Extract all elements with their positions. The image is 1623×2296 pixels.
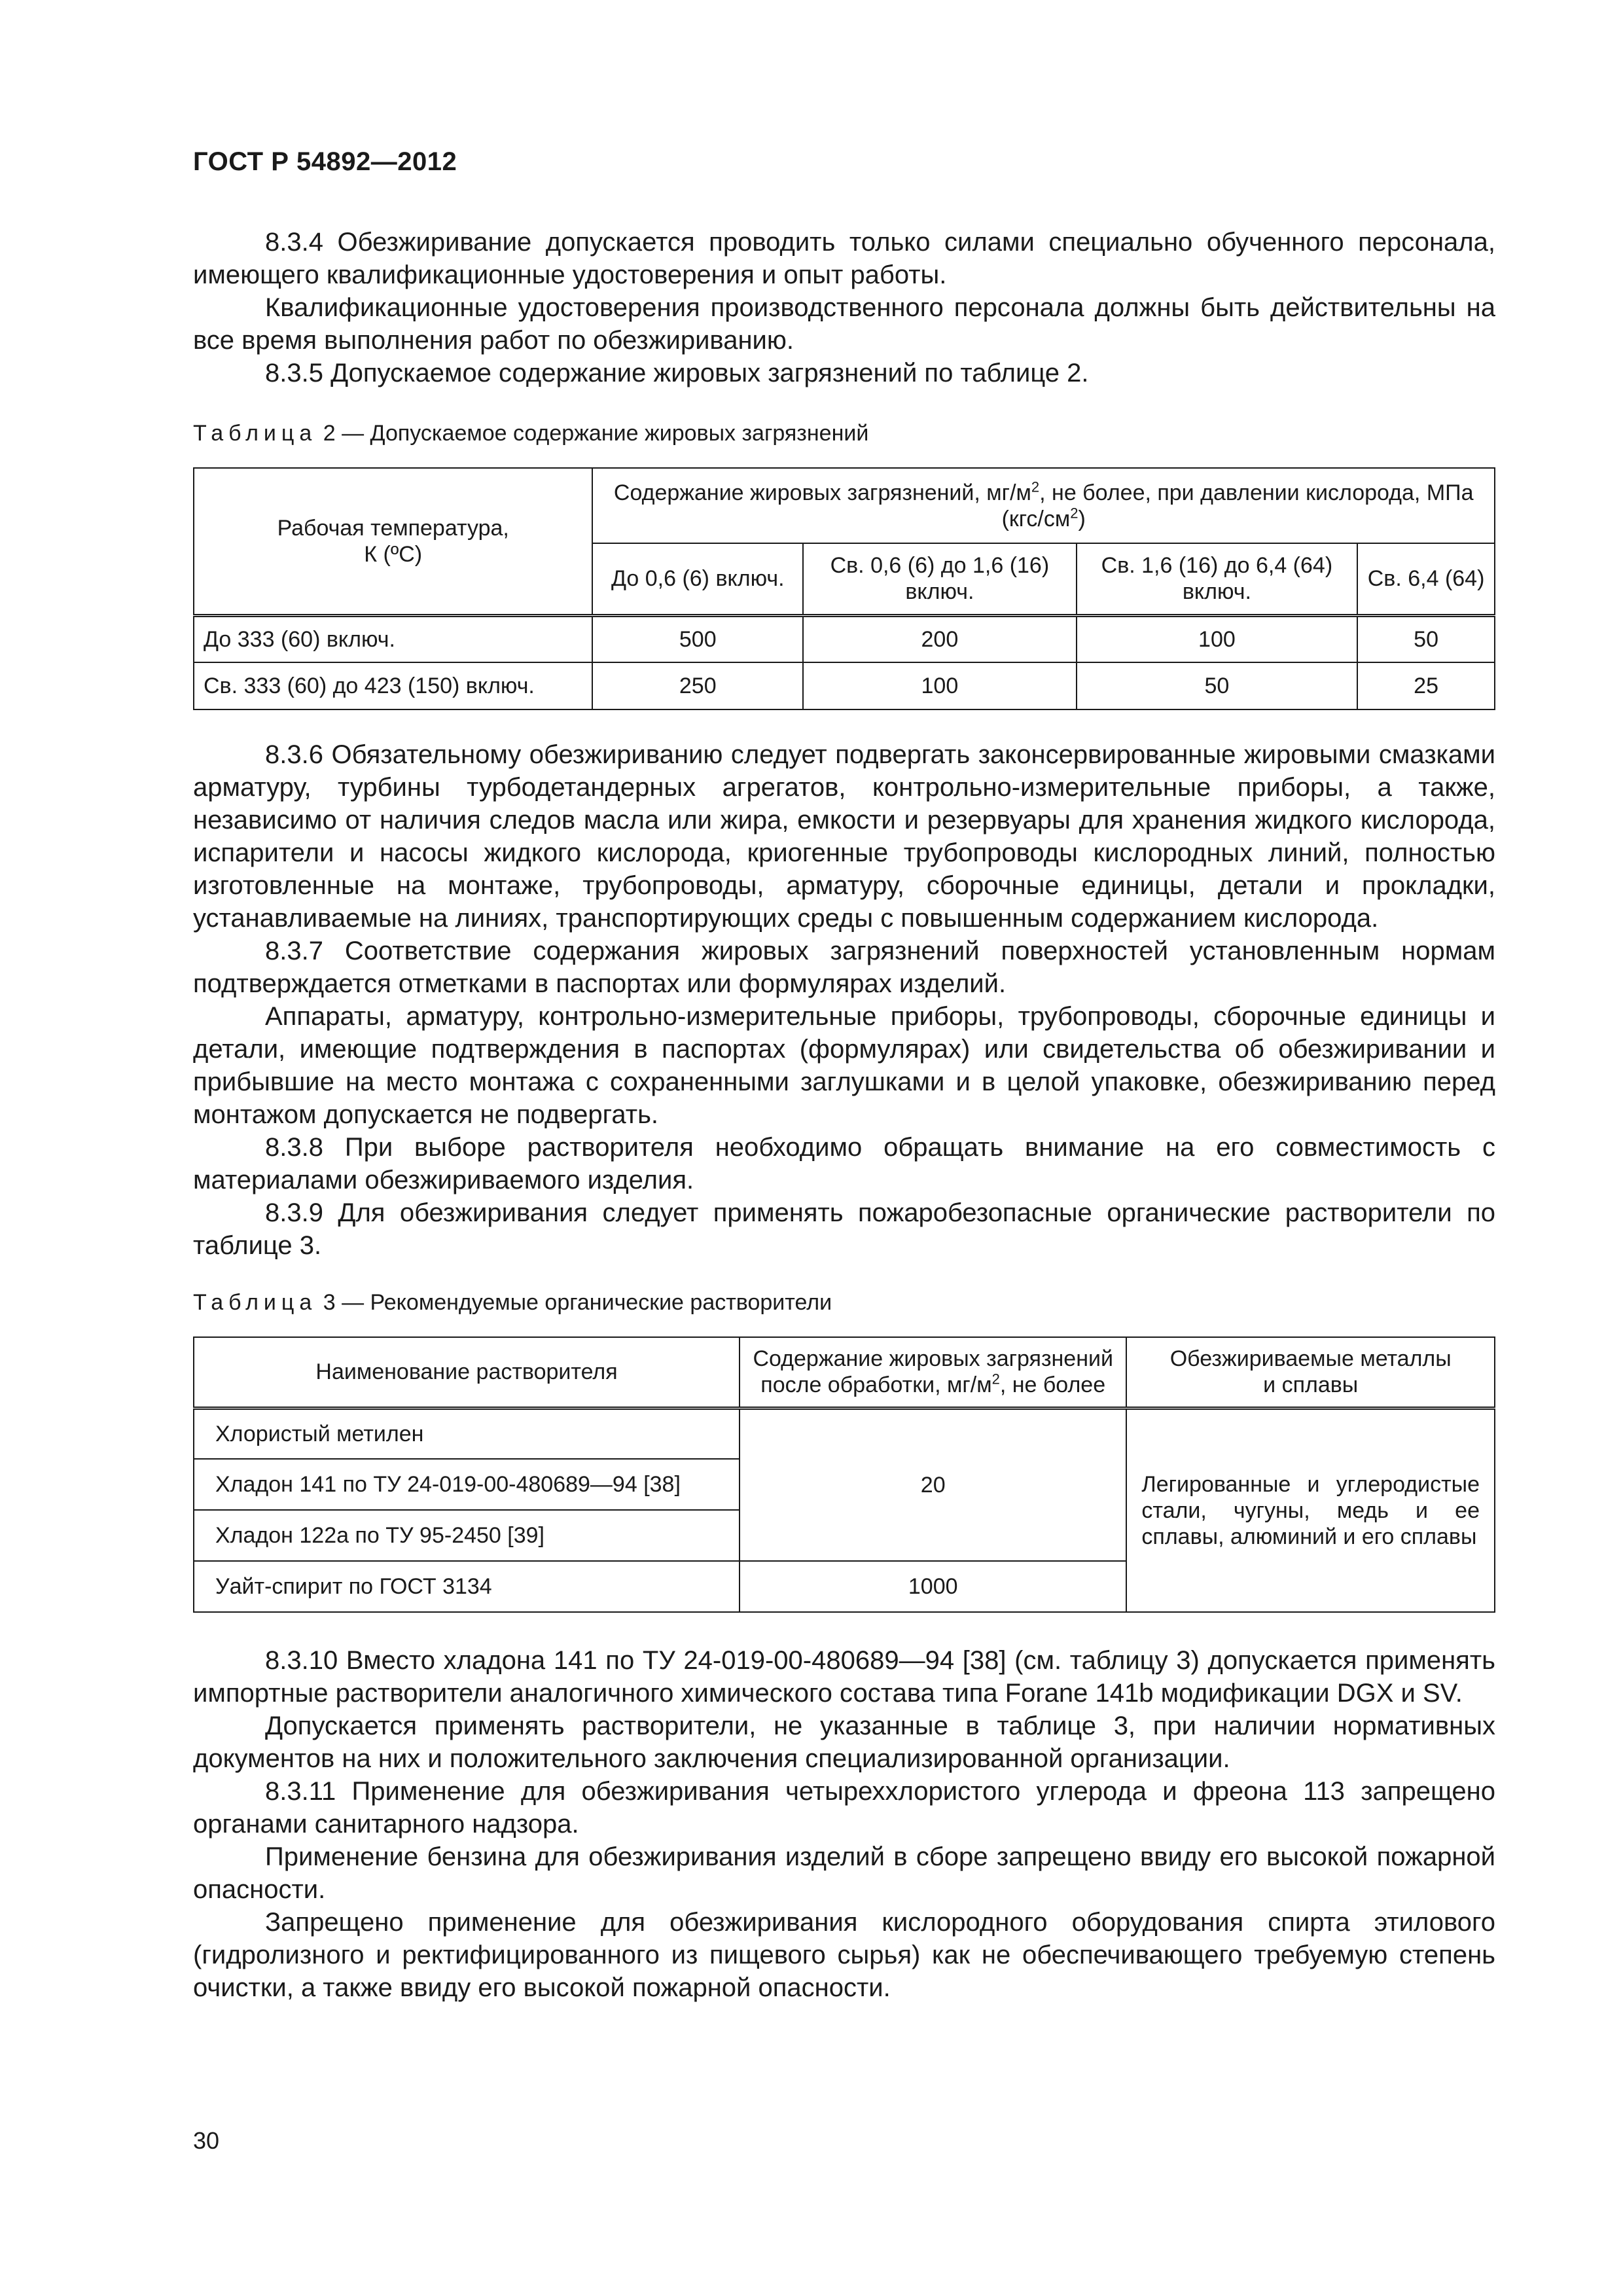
paragraph-8-3-7: 8.3.7 Соответствие содержания жировых загрязнений поверхностей установленным нормам подтверждается отметками в паспортах или формулярах изделий. [193, 937, 1495, 998]
section-middle-text [193, 738, 1495, 1262]
table-3-header-content-b: после обработки, мг/м [760, 1372, 992, 1398]
table-3-header-content-c: , не более [999, 1372, 1106, 1398]
table-3-header-metals-b: и сплавы [1263, 1372, 1359, 1398]
table-3-caption-text: 3 — Рекомендуемые органические растворители [317, 1290, 832, 1315]
table-3-solvent-name: Уайт-спирит по ГОСТ 3134 [194, 1561, 740, 1612]
paragraph-8-3-11: 8.3.11 Применение для обезжиривания четыреххлористого углерода и фреона 113 запрещено органами санитарного надзора. [193, 1777, 1495, 1839]
table-3-solvent-name: Хлористый метилен [194, 1408, 740, 1459]
paragraph-8-3-4: 8.3.4 Обезжиривание допускается проводить только силами специально обученного персонала, имеющего квалификационные удостоверения и опыт работы. [193, 228, 1495, 289]
table-2-header-temp-line1: Рабочая температура, [277, 515, 509, 541]
table-3-header-metals-a: Обезжириваемые металлы [1169, 1346, 1452, 1372]
table-3-header-content [740, 1337, 1126, 1408]
document-code-header: ГОСТ Р 54892—2012 [193, 147, 457, 176]
table-2-group-text-b: , не более, при давлении кислорода, МПа [1039, 480, 1474, 505]
table-2-header-temperature [194, 468, 592, 615]
table-2 [193, 467, 1495, 710]
table-3-value-last: 1000 [740, 1561, 1126, 1612]
table-2-group-sup2: 2 [1070, 505, 1079, 522]
table-2-subheader: Св. 1,6 (16) до 6,4 (64) включ. [1077, 543, 1358, 615]
paragraph-8-3-10: 8.3.10 Вместо хладона 141 по ТУ 24-019-00-480689—94 [38] (см. таблицу 3) допускается применять импортные растворители аналогичного химического состава типа Forane 141b модификации DGX и SV. [193, 1646, 1495, 1708]
section-bottom-text [193, 1644, 1495, 2004]
table-3-header-metals [1126, 1337, 1495, 1408]
paragraph-8-3-9: 8.3.9 Для обезжиривания следует применять пожаробезопасные органические растворители по таблице 3. [193, 1198, 1495, 1260]
table-cell: 500 [592, 615, 803, 662]
paragraph-apparatus: Аппараты, арматуру, контрольно-измерительные приборы, трубопроводы, сборочные единицы и детали, имеющие подтверждения в паспортах (формулярах) или свидетельства об обезжиривании и прибывшие на место монтажа с сохраненными заглушками и в целой упаковке, обезжириванию перед монтажом допускается не подвергать. [193, 1002, 1495, 1129]
paragraph-ethyl-alcohol: Запрещено применение для обезжиривания кислородного оборудования спирта этилового (гидролизного и ректифицированного из пищевого сырья) как не обеспечивающего требуемую степень очистки, а также ввиду его высокой пожарной опасности. [193, 1908, 1495, 2002]
table-3-metals: Легированные и углеродистые стали, чугуны, медь и ее сплавы, алюминий и его сплавы [1126, 1408, 1495, 1612]
paragraph-8-3-8: 8.3.8 При выборе растворителя необходимо обращать внимание на его совместимость с материалами обезжириваемого изделия. [193, 1133, 1495, 1194]
table-cell: 50 [1357, 615, 1495, 662]
table-3-header-solvent: Наименование растворителя [194, 1337, 740, 1408]
table-row [194, 615, 1495, 662]
table-3-header-content-a: Содержание жировых загрязнений [753, 1346, 1113, 1372]
table-3 [193, 1336, 1495, 1613]
table-2-group-sup: 2 [1031, 478, 1040, 495]
section-top-text [193, 226, 1495, 389]
table-cell: 250 [592, 662, 803, 709]
table-2-header-content-group [592, 468, 1495, 543]
table-cell: 100 [1077, 615, 1358, 662]
table-3-value-group: 20 [740, 1408, 1126, 1561]
table-3-header-content-sup: 2 [991, 1371, 1000, 1388]
table-2-subheader: Св. 0,6 (6) до 1,6 (16) включ. [803, 543, 1077, 615]
table-2-group-text-a: Содержание жировых загрязнений, мг/м [613, 480, 1031, 505]
table-2-subheader: Св. 6,4 (64) [1357, 543, 1495, 615]
paragraph-gasoline: Применение бензина для обезжиривания изделий в сборе запрещено ввиду его высокой пожарной опасности. [193, 1842, 1495, 1904]
table-3-solvent-name: Хладон 122а по ТУ 95-2450 [39] [194, 1510, 740, 1561]
table-2-block [193, 419, 1495, 710]
table-3-caption-word: Таблица [193, 1290, 317, 1315]
table-cell: 50 [1077, 662, 1358, 709]
table-2-header-temp-line2: К (ºС) [364, 541, 423, 567]
table-cell: 100 [803, 662, 1077, 709]
table-3-solvent-name: Хладон 141 по ТУ 24-019-00-480689—94 [38] [194, 1459, 740, 1510]
table-2-caption-word: Таблица [193, 421, 317, 446]
table-2-row-label: До 333 (60) включ. [194, 615, 592, 662]
page-number: 30 [193, 2127, 220, 2154]
paragraph-8-3-5: 8.3.5 Допускаемое содержание жировых загрязнений по таблице 2. [265, 359, 1089, 387]
table-2-caption-text: 2 — Допускаемое содержание жировых загрязнений [317, 421, 869, 446]
table-cell: 25 [1357, 662, 1495, 709]
table-3-block [193, 1288, 1495, 1613]
table-2-group-text-d: ) [1078, 506, 1086, 531]
table-2-group-text-c: (кгс/см [1001, 506, 1071, 531]
paragraph-certificates: Квалификационные удостоверения производственного персонала должны быть действительны на все время выполнения работ по обезжириванию. [193, 293, 1495, 355]
paragraph-other-solvents: Допускается применять растворители, не указанные в таблице 3, при наличии нормативных документов на них и положительного заключения специализированной организации. [193, 1712, 1495, 1773]
table-2-caption [193, 419, 1495, 448]
table-row [194, 1408, 1495, 1459]
table-row [194, 662, 1495, 709]
paragraph-8-3-6: 8.3.6 Обязательному обезжириванию следует подвергать законсервированные жировыми смазками арматуру, турбины турбодетандерных агрегатов, контрольно-измерительные приборы, а также, независимо от наличия следов масла или жира, емкости и резервуары для хранения жидкого кислорода, испарители и насосы жидкого кислорода, криогенные трубопроводы кислородных линий, полностью изготовленные на монтаже, трубопроводы, арматуру, сборочные единицы, детали и прокладки, устанавливаемые на линиях, транспортирующих среды с повышенным содержанием кислорода. [193, 740, 1495, 933]
table-2-row-label: Св. 333 (60) до 423 (150) включ. [194, 662, 592, 709]
table-2-subheader: До 0,6 (6) включ. [592, 543, 803, 615]
table-cell: 200 [803, 615, 1077, 662]
table-3-caption [193, 1288, 1495, 1317]
